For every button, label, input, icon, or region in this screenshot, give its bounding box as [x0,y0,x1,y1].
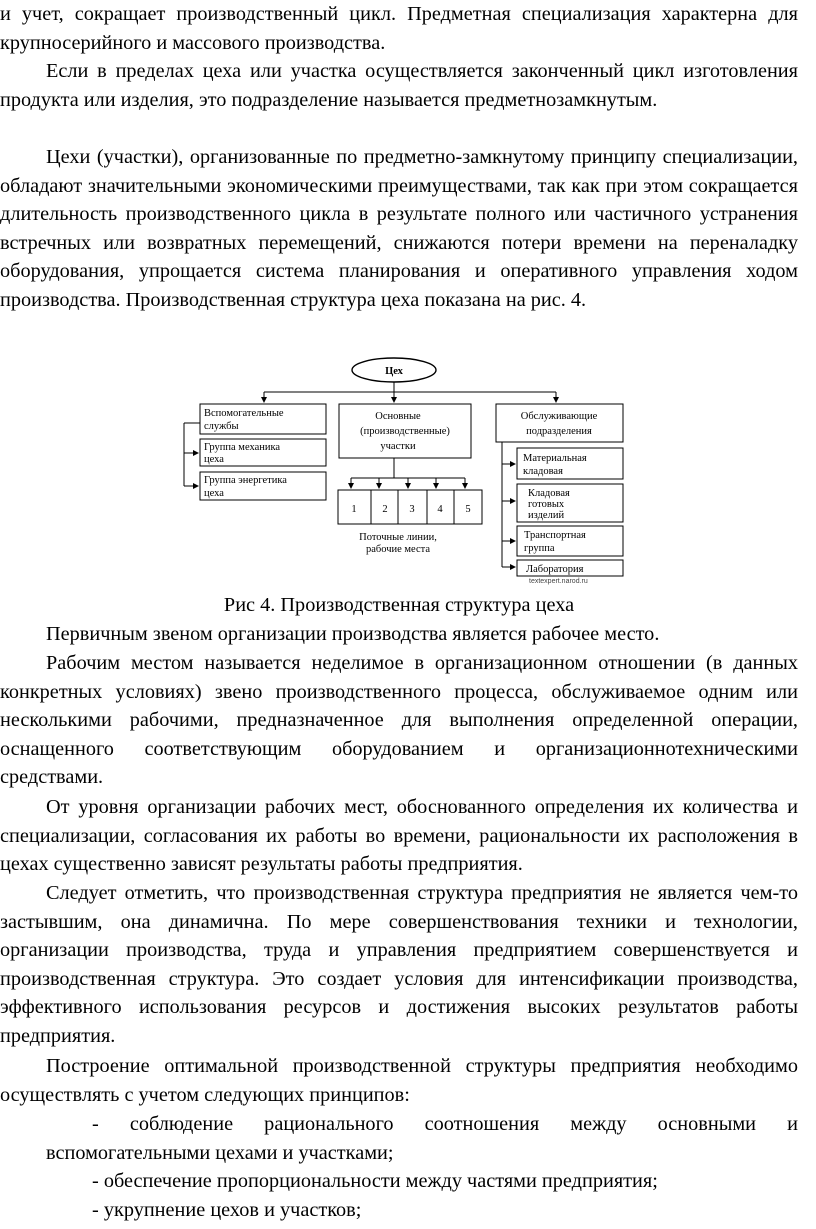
aux-item-energy [200,472,326,500]
watermark: textexpert.narod.ru [529,578,588,585]
cell-5: 5 [465,504,471,515]
service-item-material [517,448,623,479]
main-title-line2: (производственные) [360,426,450,437]
main-sections-node [339,404,471,458]
aux-item2-line1: Группа энергетика [204,475,287,486]
aux-item1-line1: Группа механика [204,442,281,453]
aux-item2-line2: цеха [204,488,224,499]
cell-2: 2 [382,504,388,515]
service-item3-line1: Транспортная [524,530,586,541]
paragraph-7: Следует отметить, что производственная структура предприятия не является чем-то застывшим, она динамична. По мере совершенствования техники и технологии, организации производства, труда и управления предприятием совершенствуется и производственная структура. Это создает условия для интенсификации производства, эффективного использования ресурсов и достижения высоких результатов работы предприятия. [0,882,798,1047]
paragraph-2: Если в пределах цеха или участка осуществляется законченный цикл изготовления продукта или изделия, это подразделение называется предметнозамкнутым. [0,60,798,111]
main-title-line3: участки [380,441,416,452]
service-item1-line1: Материальная [523,453,587,464]
main-title-line1: Основные [375,411,421,422]
aux-item1-line2: цеха [204,454,224,465]
cell-1: 1 [351,504,357,515]
paragraph-4: Первичным звеном организации производства является рабочее место. [46,623,660,645]
aux-title-line1: Вспомогательные [204,408,284,419]
service-item-finished-goods [517,484,623,522]
aux-services-node [200,404,326,434]
workstation-cells [338,490,482,524]
production-structure-diagram [176,356,636,586]
root-node [352,358,436,382]
service-item-transport [517,526,623,556]
service-item1-line2: кладовая [523,466,563,477]
cell-4: 4 [437,504,443,515]
service-title-line2: подразделения [526,426,592,437]
service-item2-line2: готовых [528,499,565,510]
cell-3: 3 [409,504,415,515]
bullet-2: - обеспечение пропорциональности между частями предприятия; [92,1170,658,1192]
aux-title-line2: службы [204,421,239,432]
service-item2-line1: Кладовая [528,488,570,499]
figure-caption: Рис 4. Производственная структура цеха [223,594,575,616]
bullet-1: - соблюдение рационального соотношения между основными и вспомогательными цехами и участками; [46,1113,798,1164]
paragraph-1: и учет, сокращает производственный цикл. Предметная специализация характерна для крупносерийного и массового производства. [0,3,798,54]
bullet-3: - укрупнение цехов и участков; [92,1199,362,1221]
service-item2-line3: изделий [528,510,565,521]
paragraph-8: Построение оптимальной производственной структуры предприятия необходимо осуществлять с учетом следующих принципов: [0,1055,798,1106]
paragraph-3: Цехи (участки), организованные по предметно-замкнутому принципу специализации, обладают значительными экономическими преимуществами, так как при этом сокращается длительность производственного цикла в результате полного или частичного устранения встречных или возвратных перемещений, снижаются потери времени на переналадку оборудования, упрощается система планирования и оперативного управления ходом производства. Производственная структура цеха показана на рис. 4. [0,146,798,311]
service-item3-line2: группа [524,543,555,554]
cells-caption-line1: Поточные линии, [359,532,437,543]
cells-caption-line2: рабочие места [365,544,431,555]
paragraph-6: От уровня организации рабочих мест, обоснованного определения их количества и специализации, согласования их работы во времени, рациональности их расположения в цехах существенно зависят результаты работы предприятия. [0,796,798,876]
service-units-node [496,404,623,442]
aux-item-mechanic [200,439,326,466]
service-title-line1: Обслуживающие [520,411,598,422]
service-item4: Лаборатория [526,564,584,575]
paragraph-5: Рабочим местом называется неделимое в организационном отношении (в данных конкретных условиях) звено производственного процесса, обслуживаемое одним или несколькими рабочими, предназначенное для выполнения определенной операции, оснащенного соответствующим оборудованием и организационнотехническими средствами. [0,652,798,789]
root-label: Цех [385,366,403,377]
service-item-lab [517,560,623,576]
